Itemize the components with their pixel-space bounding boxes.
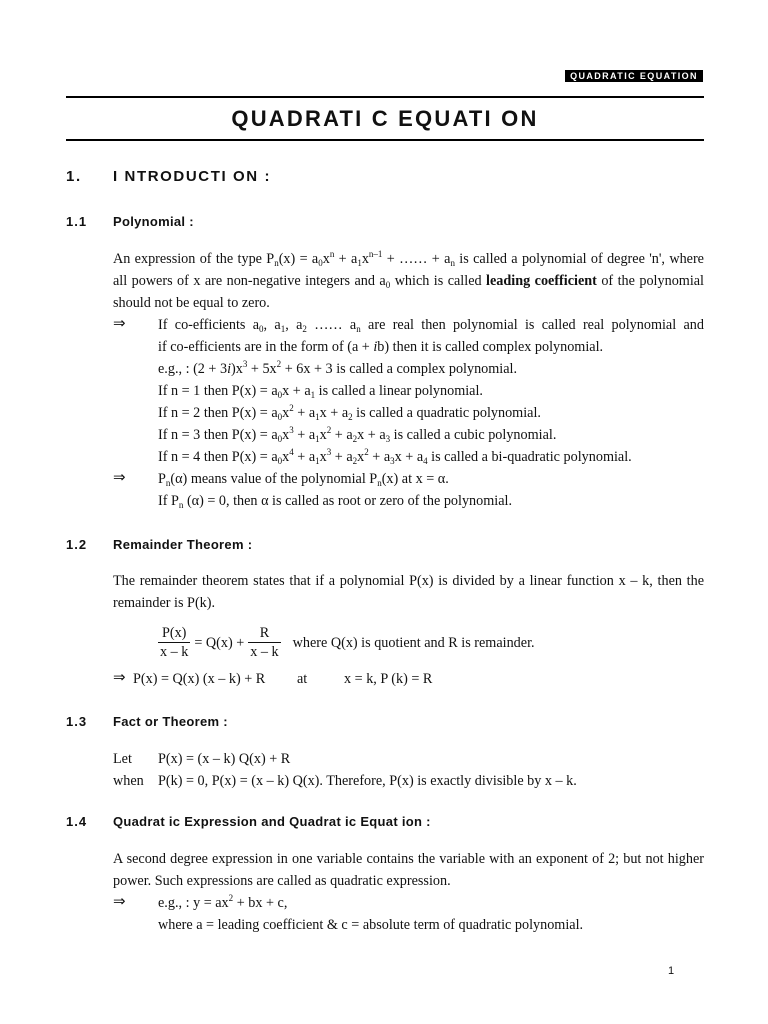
- label-text: Let: [113, 751, 132, 767]
- formula-line: P(k) = 0, P(x) = (x – k) Q(x). Therefore, P(x) is exactly divisible by x – k.: [158, 773, 577, 789]
- degree-line: If n = 2 then $P(x) = a_0x^2 + a_1x + a_2$ is called a quadratic polynomial.: [158, 403, 541, 422]
- fraction: $\frac{P(x)}{x - k}$: [160, 625, 189, 660]
- bullet-line: If co-efficients $a_0$, $a_1$, $a_2$ …… $a_n$ are real then polynomial is called real polynomial and: [158, 317, 704, 334]
- formula-line: P(x) = (x – k) Q(x) + R: [158, 751, 291, 767]
- formula-line: at: [297, 671, 308, 687]
- section-heading: I NTRODUCTI ON :: [113, 168, 272, 185]
- running-header: QUADRATIC EQUATION: [565, 70, 703, 82]
- implies-arrow-icon: ⇒: [113, 892, 126, 910]
- degree-line: If n = 3 then $P(x) = a_0x^3 + a_1x^2 + a_2x + a_3$ is called a cubic polynomial.: [158, 425, 557, 444]
- subsection-heading: Quadrat ic Expression and Quadrat ic Equat ion :: [113, 814, 431, 829]
- bullet-line: If $P_n$ (α) = 0, then α is called as root or zero of the polynomial.: [158, 493, 512, 510]
- section-number: 1.: [66, 168, 82, 185]
- paragraph-line: all powers of x are non-negative integers and $a_0$ which is called leading coefficient of the polynomial: [113, 273, 705, 290]
- subsection-number: 1.3: [66, 714, 88, 729]
- paragraph-line: The remainder theorem states that if a polynomial P(x) is divided by a linear function x – k, then the: [113, 573, 704, 589]
- fraction: $\frac{R}{x - k}$: [250, 625, 279, 660]
- implies-arrow-icon: ⇒: [113, 468, 126, 486]
- subsection-heading: Remainder Theorem :: [113, 537, 253, 552]
- paragraph-line: A second degree expression in one variable contains the variable with an exponent of 2; but not higher: [113, 851, 704, 867]
- top-rule: [66, 96, 704, 98]
- bullet-line: $P_n(\alpha)$ means value of the polynomial $P_n(x)$ at x = α.: [158, 471, 449, 488]
- implies-arrow-icon: ⇒: [113, 314, 126, 332]
- paragraph-line: should not be equal to zero.: [113, 295, 270, 311]
- subsection-number: 1.1: [66, 214, 88, 229]
- label-text: when: [113, 773, 144, 789]
- remainder-formula: $\frac{P(x)}{x - k}$ = Q(x) + $\frac{R}{x - k}$ where Q(x) is quotient and R is remainder.: [160, 625, 535, 660]
- title-rule: [66, 139, 704, 141]
- degree-line: If n = 4 then $P(x) = a_0x^4 + a_1x^3 + a_2x^2 + a_3x + a_4$ is called a bi-quadratic polynomial.: [158, 447, 632, 466]
- paragraph-line: where a = leading coefficient & c = absolute term of quadratic polynomial.: [158, 917, 584, 933]
- example-line: e.g., : $y = ax^2$ + bx + c,: [158, 893, 288, 911]
- subsection-number: 1.2: [66, 537, 88, 552]
- formula-line: x = k, P (k) = R: [344, 671, 433, 687]
- example-line: e.g., : $(2 + 3i)x^3 + 5x^2 + 6x + 3$ is called a complex polynomial.: [158, 359, 518, 377]
- degree-line: If n = 1 then $P(x) = a_0x + a_1$ is called a linear polynomial.: [158, 383, 483, 400]
- page-number: 1: [668, 965, 675, 977]
- implies-arrow-icon: ⇒: [113, 668, 126, 686]
- subsection-heading: Fact or Theorem :: [113, 714, 228, 729]
- paragraph-line: power. Such expressions are called as quadratic expression.: [113, 873, 451, 889]
- subsection-number: 1.4: [66, 814, 88, 829]
- subsection-heading: Polynomial :: [113, 214, 194, 229]
- formula-line: P(x) = Q(x) (x – k) + R: [133, 671, 266, 687]
- paragraph-line: An expression of the type $P_n(x) = a_0x^n + a_1x^{n-1}$ + …… + $a_n$ is called a polynomial of degree 'n', where: [113, 249, 704, 268]
- paragraph-line: remainder is P(k).: [113, 595, 216, 611]
- page-title: QUADRATI C EQUATI ON: [231, 106, 539, 131]
- bullet-line: if co-efficients are in the form of (a + ib) then it is called complex polynomial.: [158, 339, 604, 355]
